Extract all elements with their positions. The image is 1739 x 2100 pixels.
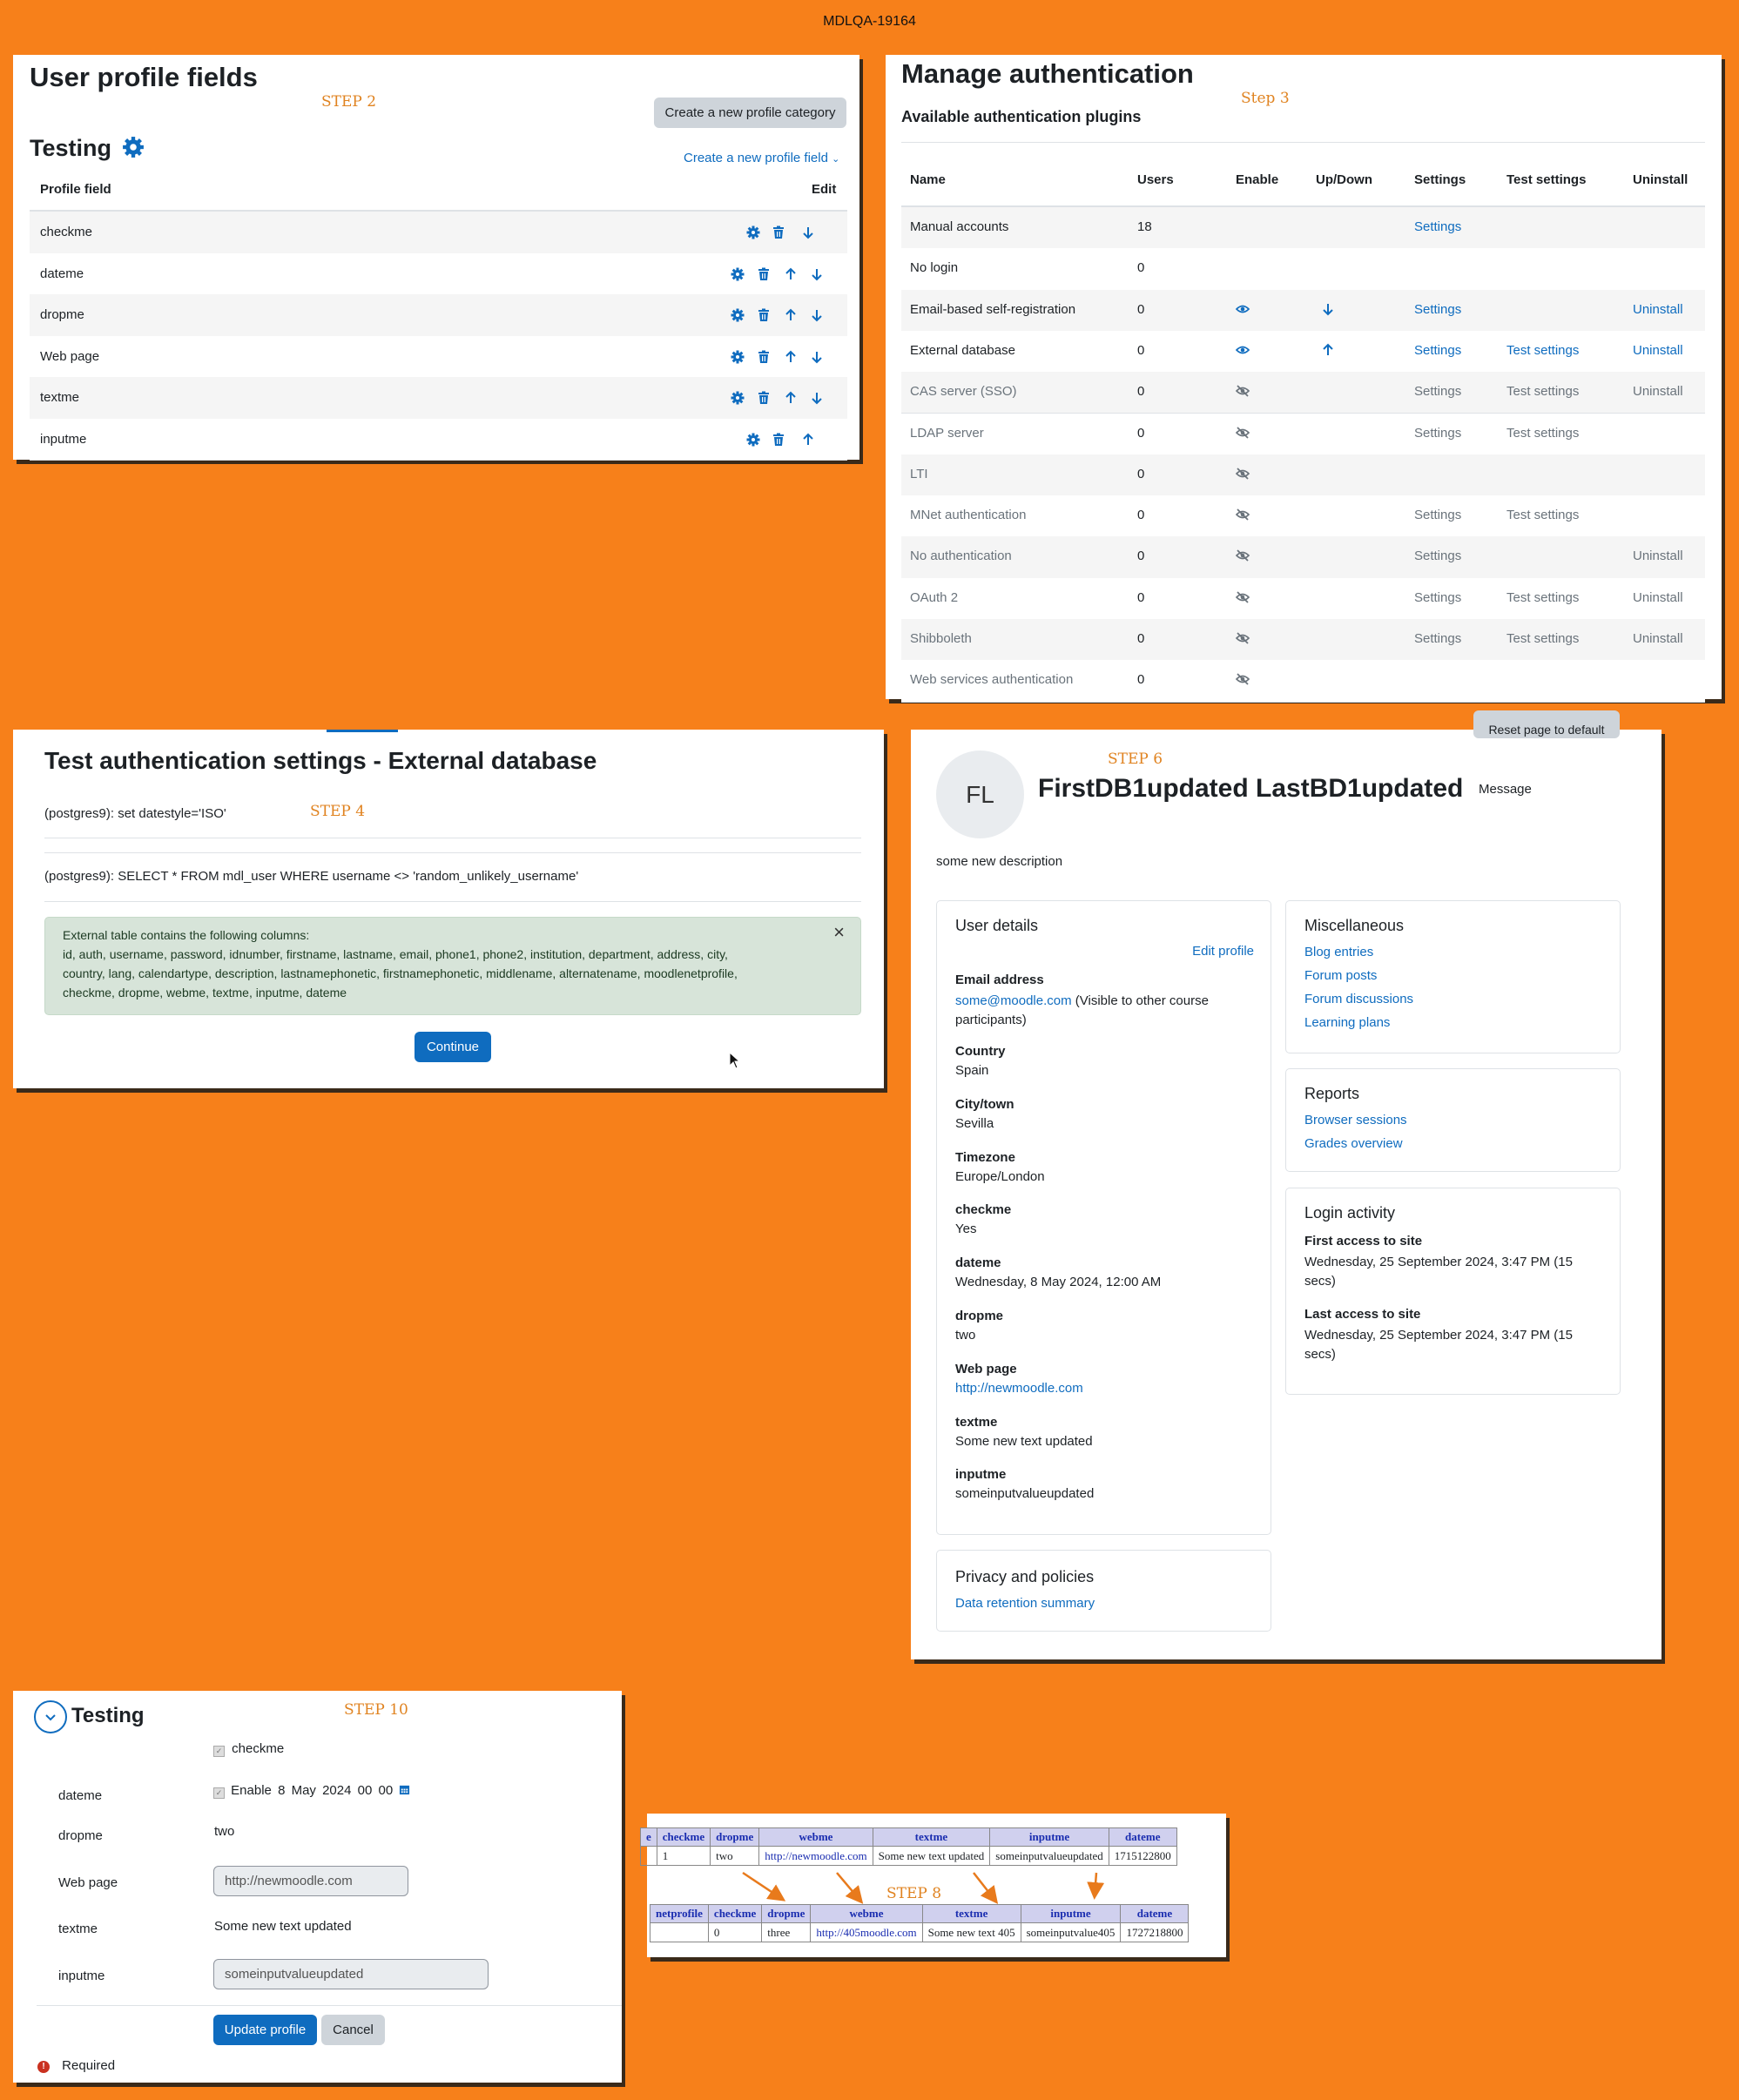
settings-link[interactable]: Settings xyxy=(1414,508,1462,523)
db-column-header: dateme xyxy=(1121,1905,1189,1923)
day-select[interactable]: 8 xyxy=(278,1783,286,1798)
user-full-name: FirstDB1updated LastBD1updated xyxy=(1038,774,1464,803)
manage-authentication-panel xyxy=(886,55,1722,699)
step-label: STEP 8 xyxy=(886,1885,942,1902)
db-cell: someinputvalue405 xyxy=(1021,1923,1121,1942)
settings-link[interactable]: Settings xyxy=(1414,589,1462,605)
eye-slash-icon[interactable] xyxy=(1236,508,1250,522)
webpage-input[interactable]: http://newmoodle.com xyxy=(213,1866,408,1896)
arrow-down-icon[interactable] xyxy=(810,350,824,364)
report-link[interactable]: Grades overview xyxy=(1304,1136,1403,1151)
db-cell: someinputvalueupdated xyxy=(990,1847,1109,1866)
email-visibility-note: (Visible to other course xyxy=(1071,993,1209,1008)
last-access-label: Last access to site xyxy=(1304,1307,1421,1322)
detail-label: Timezone xyxy=(955,1149,1015,1165)
settings-link[interactable]: Settings xyxy=(1414,301,1462,317)
detail-label: dropme xyxy=(955,1309,1004,1323)
trash-icon[interactable] xyxy=(772,225,785,239)
mouse-cursor-icon xyxy=(729,1052,741,1069)
plugin-name: No login xyxy=(910,260,959,276)
uninstall-link[interactable]: Uninstall xyxy=(1633,342,1683,358)
step-label: STEP 4 xyxy=(310,803,366,820)
profile-field-row xyxy=(30,419,847,461)
dropme-select[interactable]: two xyxy=(214,1824,235,1839)
gear-icon[interactable] xyxy=(731,267,745,281)
auth-plugin-row xyxy=(901,536,1705,578)
last-access-line-1: Wednesday, 25 September 2024, 3:47 PM (15 xyxy=(1304,1328,1573,1343)
detail-label: checkme xyxy=(955,1202,1012,1218)
db-cell xyxy=(759,1847,873,1866)
db-cell: 1715122800 xyxy=(1109,1847,1176,1866)
dateme-label: dateme xyxy=(58,1788,103,1803)
dropme-label: dropme xyxy=(58,1828,103,1843)
enable-checkbox[interactable]: ✓ xyxy=(213,1787,225,1799)
collapse-toggle[interactable] xyxy=(34,1700,67,1733)
textme-label: textme xyxy=(58,1922,98,1936)
column-header: Up/Down xyxy=(1316,172,1372,187)
auth-plugin-row xyxy=(901,331,1705,373)
sql-line-2: (postgres9): SELECT * FROM mdl_user WHERE username <> 'random_unlikely_username' xyxy=(44,869,579,884)
auth-plugin-row xyxy=(901,290,1705,332)
detail-value: someinputvalueupdated xyxy=(955,1486,1095,1502)
settings-link[interactable]: Settings xyxy=(1414,549,1462,564)
eye-slash-icon[interactable] xyxy=(1236,672,1250,686)
profile-field-name: dropme xyxy=(40,307,84,322)
trash-icon[interactable] xyxy=(757,350,771,364)
required-label: Required xyxy=(62,2058,116,2073)
card-title: Miscellaneous xyxy=(1304,917,1405,934)
settings-link[interactable]: Settings xyxy=(1414,219,1462,234)
db-cell: 1727218800 xyxy=(1121,1923,1189,1942)
document-code: MDLQA-19164 xyxy=(823,14,916,29)
plugin-users: 0 xyxy=(1137,549,1145,564)
edit-profile-link[interactable]: Edit profile xyxy=(1192,944,1254,959)
arrow-up-icon[interactable] xyxy=(801,433,815,447)
settings-link[interactable]: Settings xyxy=(1414,384,1462,400)
page-title: Test authentication settings - External database xyxy=(44,747,597,774)
page-title: Manage authentication xyxy=(901,58,1194,89)
arrow-down-icon[interactable] xyxy=(810,267,824,281)
profile-field-row xyxy=(30,253,847,296)
eye-slash-icon[interactable] xyxy=(1236,631,1250,645)
detail-value: Sevilla xyxy=(955,1115,994,1131)
plugin-users: 0 xyxy=(1137,631,1145,646)
edit-profile-form-panel xyxy=(13,1691,622,2083)
year-select[interactable]: 2024 xyxy=(322,1783,352,1798)
message-button[interactable]: Message xyxy=(1479,782,1532,797)
column-profile-field: Profile field xyxy=(40,182,111,197)
email-visibility-note-2: participants) xyxy=(955,1013,1027,1027)
auth-plugin-row xyxy=(901,248,1705,290)
test-settings-link[interactable]: Test settings xyxy=(1506,508,1580,523)
report-link[interactable]: Browser sessions xyxy=(1304,1113,1407,1127)
plugin-name: No authentication xyxy=(910,549,1012,564)
first-access-value xyxy=(1304,1253,1573,1291)
auth-plugin-row xyxy=(901,414,1705,455)
plugin-users: 0 xyxy=(1137,508,1145,523)
test-settings-link[interactable]: Test settings xyxy=(1506,589,1580,605)
last-access-value xyxy=(1304,1326,1573,1364)
misc-link[interactable]: Forum discussions xyxy=(1304,992,1414,1006)
card-title: Login activity xyxy=(1304,1204,1396,1222)
first-access-line-2: secs) xyxy=(1304,1274,1336,1289)
test-settings-link[interactable]: Test settings xyxy=(1506,384,1580,400)
auth-plugin-row xyxy=(901,207,1705,249)
alert-columns-line-2: country, lang, calendartype, description, lastnamephonetic, firstnamephonetic, middlename, alternatename, moodlenetprofile, xyxy=(63,966,738,980)
profile-field-name: checkme xyxy=(40,225,93,239)
auth-plugin-row xyxy=(901,372,1705,414)
db-cell: Some new text 405 xyxy=(922,1923,1021,1942)
first-access-line-1: Wednesday, 25 September 2024, 3:47 PM (15 xyxy=(1304,1255,1573,1269)
plugin-name: OAuth 2 xyxy=(910,589,959,605)
card-title: Reports xyxy=(1304,1085,1360,1102)
trash-icon[interactable] xyxy=(757,267,771,281)
column-header: Uninstall xyxy=(1633,172,1688,187)
section-subtitle: Available authentication plugins xyxy=(901,108,1142,125)
plugin-name: External database xyxy=(910,342,1015,358)
reports-card xyxy=(1285,1068,1621,1172)
detail-value: Yes xyxy=(955,1222,977,1237)
detail-label: dateme xyxy=(955,1255,1001,1271)
step-label: STEP 10 xyxy=(344,1701,408,1719)
column-header: Settings xyxy=(1414,172,1466,187)
db-column-header: dropme xyxy=(762,1905,811,1923)
arrow-up-icon[interactable] xyxy=(784,350,798,364)
misc-link[interactable]: Learning plans xyxy=(1304,1015,1391,1030)
misc-link[interactable]: Blog entries xyxy=(1304,945,1374,959)
detail-label: Web page xyxy=(955,1361,1017,1376)
gear-icon[interactable] xyxy=(746,225,760,239)
eye-slash-icon[interactable] xyxy=(1236,467,1250,481)
alert-columns-line-3: checkme, dropme, webme, textme, inputme, dateme xyxy=(63,986,347,1000)
settings-link[interactable]: Settings xyxy=(1414,342,1462,358)
gear-icon[interactable] xyxy=(122,136,145,158)
plugin-name: Shibboleth xyxy=(910,631,972,646)
create-profile-category-button[interactable]: Create a new profile category xyxy=(654,98,846,128)
arrow-up-icon[interactable] xyxy=(784,308,798,322)
detail-value: Spain xyxy=(955,1063,989,1078)
plugin-name: MNet authentication xyxy=(910,508,1027,523)
minute-select[interactable]: 00 xyxy=(378,1783,394,1798)
chevron-down-icon: ⌄ xyxy=(832,154,840,165)
first-access-label: First access to site xyxy=(1304,1234,1423,1249)
plugin-users: 0 xyxy=(1137,301,1145,317)
db-column-header: inputme xyxy=(1021,1905,1121,1923)
create-profile-field-label: Create a new profile field xyxy=(684,151,828,165)
db-cell-link[interactable]: http://newmoodle.com xyxy=(765,1848,867,1862)
uninstall-link[interactable]: Uninstall xyxy=(1633,384,1683,400)
user-details-card xyxy=(936,900,1271,1535)
gear-icon[interactable] xyxy=(746,433,760,447)
alert-columns-line-1: id, auth, username, password, idnumber, firstname, lastname, email, phone1, phone2, institution, department, address, city, xyxy=(63,947,728,961)
card-title: User details xyxy=(955,917,1039,934)
test-settings-link[interactable]: Test settings xyxy=(1506,425,1580,441)
inputme-label: inputme xyxy=(58,1969,105,1983)
privacy-card xyxy=(936,1550,1271,1632)
plugin-name: Email-based self-registration xyxy=(910,301,1076,317)
test-settings-link[interactable]: Test settings xyxy=(1506,342,1580,358)
profile-field-name: textme xyxy=(40,390,80,405)
misc-link[interactable]: Forum posts xyxy=(1304,968,1378,983)
database-tables-panel xyxy=(647,1814,1226,1957)
inputme-input[interactable]: someinputvalueupdated xyxy=(213,1959,489,1989)
avatar: FL xyxy=(936,750,1024,838)
calendar-icon[interactable] xyxy=(399,1784,410,1795)
uninstall-link[interactable]: Uninstall xyxy=(1633,631,1683,646)
page-title: User profile fields xyxy=(30,62,258,92)
category-name: Testing xyxy=(30,135,111,161)
detail-label: Country xyxy=(955,1044,1006,1059)
db-cell: Some new text updated xyxy=(873,1847,990,1866)
profile-field-row xyxy=(30,336,847,379)
auth-table-header xyxy=(901,172,1705,210)
plugin-users: 0 xyxy=(1137,672,1145,688)
card-title: Privacy and policies xyxy=(955,1568,1095,1585)
db-cell: 1 xyxy=(657,1847,710,1866)
email-label: Email address xyxy=(955,973,1044,987)
profile-field-name: Web page xyxy=(40,348,100,364)
data-retention-link[interactable]: Data retention summary xyxy=(955,1596,1095,1611)
create-profile-field-link[interactable] xyxy=(684,151,839,165)
db-column-header: webme xyxy=(811,1905,922,1923)
eye-slash-icon[interactable] xyxy=(1236,549,1250,562)
column-header: Users xyxy=(1137,172,1174,187)
exclamation-icon: ! xyxy=(37,2061,50,2073)
checkme-checkbox-row xyxy=(213,1741,284,1757)
uninstall-link[interactable]: Uninstall xyxy=(1633,589,1683,605)
email-value xyxy=(955,992,1260,1030)
eye-slash-icon[interactable] xyxy=(1236,384,1250,398)
plugin-users: 0 xyxy=(1137,589,1145,605)
arrow-down-icon[interactable] xyxy=(1321,302,1335,316)
detail-label: textme xyxy=(955,1414,998,1430)
detail-label: inputme xyxy=(955,1467,1007,1483)
required-legend xyxy=(37,2058,115,2073)
db-cell: three xyxy=(762,1923,811,1942)
plugin-name: Web services authentication xyxy=(910,672,1074,688)
dateme-picker xyxy=(213,1783,410,1799)
checkme-label: checkme xyxy=(232,1741,285,1756)
step-label: STEP 6 xyxy=(1108,750,1163,768)
eye-icon[interactable] xyxy=(1236,302,1250,316)
column-header: Enable xyxy=(1236,172,1279,187)
uninstall-link[interactable]: Uninstall xyxy=(1633,301,1683,317)
profile-field-name: dateme xyxy=(40,266,84,281)
trash-icon[interactable] xyxy=(757,308,771,322)
db-column-header: e xyxy=(641,1828,657,1847)
db-column-header: textme xyxy=(873,1828,990,1847)
db-cell xyxy=(650,1923,709,1942)
miscellaneous-card xyxy=(1285,900,1621,1053)
uninstall-link[interactable]: Uninstall xyxy=(1633,549,1683,564)
db-column-header: textme xyxy=(922,1905,1021,1923)
columns-alert xyxy=(44,917,861,1015)
db-column-header: inputme xyxy=(990,1828,1109,1847)
chevron-down-icon xyxy=(44,1711,57,1725)
db-table-after xyxy=(650,1904,1189,1942)
cancel-button[interactable]: Cancel xyxy=(321,2015,385,2045)
close-icon[interactable]: × xyxy=(833,921,845,943)
plugin-name: LTI xyxy=(910,466,928,481)
arrow-down-icon[interactable] xyxy=(801,225,815,239)
db-cell: 0 xyxy=(708,1923,761,1942)
enable-label: Enable xyxy=(231,1783,272,1798)
db-cell xyxy=(641,1847,657,1866)
db-column-header: netprofile xyxy=(650,1905,709,1923)
textme-value[interactable]: Some new text updated xyxy=(214,1919,352,1934)
eye-icon[interactable] xyxy=(1236,343,1250,357)
db-cell xyxy=(811,1923,922,1942)
last-access-line-2: secs) xyxy=(1304,1347,1336,1362)
column-edit: Edit xyxy=(812,182,837,197)
auth-plugin-row xyxy=(901,495,1705,537)
column-header: Name xyxy=(910,172,946,187)
email-link[interactable]: some@moodle.com xyxy=(955,993,1072,1008)
auth-plugin-row xyxy=(901,578,1705,620)
user-description: some new description xyxy=(936,854,1063,869)
gear-icon[interactable] xyxy=(731,391,745,405)
auth-plugin-row xyxy=(901,454,1705,496)
arrow-up-icon[interactable] xyxy=(784,267,798,281)
detail-value: Wednesday, 8 May 2024, 12:00 AM xyxy=(955,1275,1162,1290)
gear-icon[interactable] xyxy=(731,308,745,322)
arrow-up-icon[interactable] xyxy=(1321,343,1335,357)
continue-button[interactable]: Continue xyxy=(415,1032,491,1062)
category-title xyxy=(30,135,145,162)
detail-value: Europe/London xyxy=(955,1168,1045,1184)
webpage-label: Web page xyxy=(58,1875,118,1890)
eye-slash-icon[interactable] xyxy=(1236,426,1250,440)
section-title: Testing xyxy=(71,1704,145,1727)
detail-label: City/town xyxy=(955,1096,1014,1112)
profile-field-name: inputme xyxy=(40,431,87,447)
step-label: STEP 2 xyxy=(321,93,377,111)
db-cell: two xyxy=(711,1847,759,1866)
plugin-name: Manual accounts xyxy=(910,219,1009,234)
db-column-header: checkme xyxy=(657,1828,710,1847)
gear-icon[interactable] xyxy=(731,350,745,364)
sql-line-1: (postgres9): set datestyle='ISO' xyxy=(44,806,226,821)
plugin-users: 0 xyxy=(1137,425,1145,441)
db-column-header: webme xyxy=(759,1828,873,1847)
hour-select[interactable]: 00 xyxy=(357,1783,373,1798)
user-profile-fields-panel xyxy=(13,55,859,460)
detail-value: Some new text updated xyxy=(955,1433,1093,1449)
db-column-header: dropme xyxy=(711,1828,759,1847)
reset-page-button[interactable]: Reset page to default xyxy=(1473,710,1620,738)
profile-field-row xyxy=(30,377,847,420)
plugin-users: 0 xyxy=(1137,466,1145,481)
profile-field-row xyxy=(30,294,847,337)
settings-link[interactable]: Settings xyxy=(1414,631,1462,646)
test-auth-settings-panel xyxy=(13,730,884,1088)
db-cell-link[interactable]: http://405moodle.com xyxy=(816,1925,917,1939)
login-activity-card xyxy=(1285,1188,1621,1395)
webpage-link[interactable]: http://newmoodle.com xyxy=(955,1380,1083,1396)
settings-link[interactable]: Settings xyxy=(1414,425,1462,441)
profile-field-row xyxy=(30,212,847,254)
plugin-name: CAS server (SSO) xyxy=(910,384,1017,400)
auth-plugin-row xyxy=(901,660,1705,702)
alert-title: External table contains the following columns: xyxy=(63,928,310,942)
eye-slash-icon[interactable] xyxy=(1236,590,1250,604)
trash-icon[interactable] xyxy=(757,391,771,405)
auth-plugin-row xyxy=(901,619,1705,661)
plugin-users: 18 xyxy=(1137,219,1152,234)
arrow-down-icon[interactable] xyxy=(810,391,824,405)
column-header: Test settings xyxy=(1506,172,1587,187)
db-column-header: dateme xyxy=(1109,1828,1176,1847)
detail-value: two xyxy=(955,1328,976,1343)
user-profile-page-panel xyxy=(911,723,1661,1659)
db-table-before xyxy=(640,1827,1177,1866)
trash-icon[interactable] xyxy=(772,433,785,447)
arrow-down-icon[interactable] xyxy=(810,308,824,322)
plugin-users: 0 xyxy=(1137,384,1145,400)
month-select[interactable]: May xyxy=(291,1783,316,1798)
update-profile-button[interactable]: Update profile xyxy=(213,2015,317,2045)
checkme-checkbox[interactable]: ✓ xyxy=(213,1746,225,1757)
plugin-users: 0 xyxy=(1137,342,1145,358)
plugin-users: 0 xyxy=(1137,260,1145,276)
test-settings-link[interactable]: Test settings xyxy=(1506,631,1580,646)
db-column-header: checkme xyxy=(708,1905,761,1923)
plugin-name: LDAP server xyxy=(910,425,984,441)
step-label: Step 3 xyxy=(1241,90,1290,107)
arrow-up-icon[interactable] xyxy=(784,391,798,405)
